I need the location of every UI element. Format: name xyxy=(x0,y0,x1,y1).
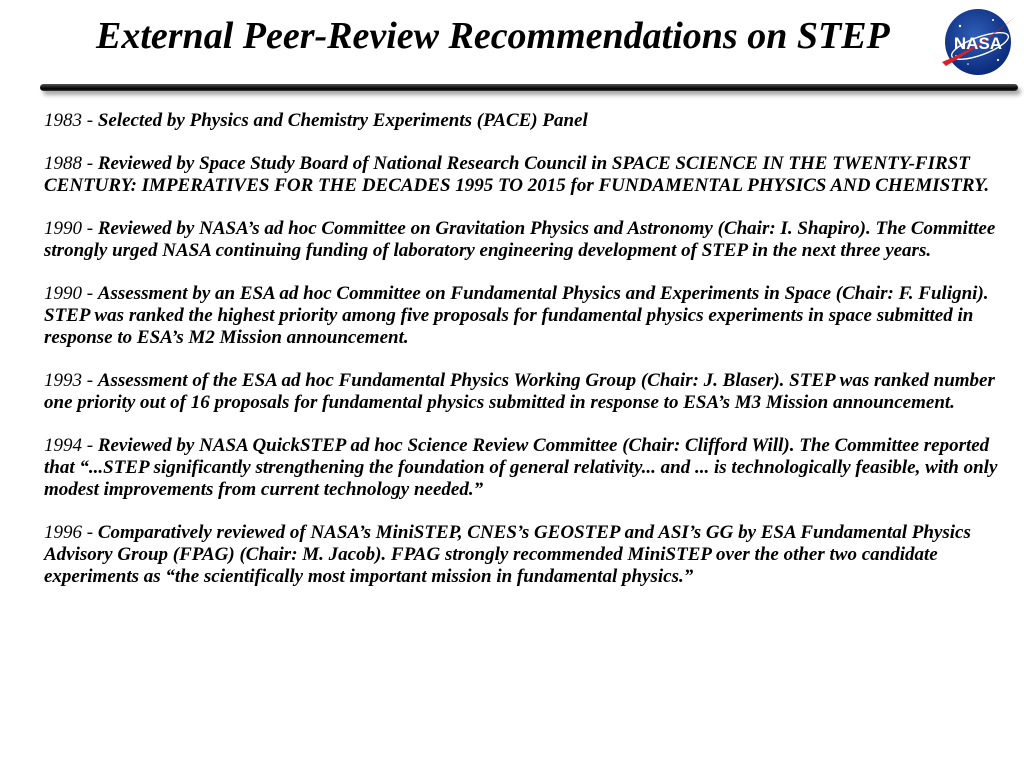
entry-text: Reviewed by Space Study Board of National Research Council in SPACE SCIENCE IN THE TWENTY-FIRST CENTURY: IMPERATIVES FOR THE DECADES 1995 TO 2015 for FUNDAMENTAL PHYSICS AND CHEMISTRY. xyxy=(44,153,990,196)
entry-text: Reviewed by NASA QuickSTEP ad hoc Science Review Committee (Chair: Clifford Will). The Committee reported that “...STEP significantly strengthening the foundation of general relativity... and ... is technologically feasible, with only modest improvements from current technology needed.” xyxy=(44,435,998,500)
review-entry-1996 xyxy=(44,522,1016,588)
entry-year: 1990 - xyxy=(44,218,98,239)
entry-text: Assessment by an ESA ad hoc Committee on Fundamental Physics and Experiments in Space (Chair: F. Fuligni). STEP was ranked the highest priority among five proposals for fundamental physics experiments in space submitted in response to ESA’s M2 Mission announcement. xyxy=(44,283,989,348)
entry-text: Reviewed by NASA’s ad hoc Committee on Gravitation Physics and Astronomy (Chair: I. Shapiro). The Committee strongly urged NASA continuing funding of laboratory engineering development of STEP in the next three years. xyxy=(44,218,996,261)
review-entry-1993 xyxy=(44,370,1016,414)
entry-year: 1983 - xyxy=(44,110,98,131)
review-entry-1994 xyxy=(44,435,1016,501)
review-entry-1983 xyxy=(44,110,1016,132)
review-list xyxy=(44,110,1016,609)
entry-year: 1993 - xyxy=(44,370,98,391)
entry-year: 1994 - xyxy=(44,435,98,456)
entry-text: Comparatively reviewed of NASA’s MiniSTEP, CNES’s GEOSTEP and ASI’s GG by ESA Fundamental Physics Advisory Group (FPAG) (Chair: M. Jacob). FPAG strongly recommended MiniSTEP over the other two candidate experiments as “the scientifically most important mission in fundamental physics.” xyxy=(44,522,971,587)
nasa-logo-icon xyxy=(938,6,1018,78)
nasa-logo-text: NASA xyxy=(953,34,1003,53)
review-entry-1988 xyxy=(44,153,1016,197)
title-divider xyxy=(40,84,1018,91)
entry-text: Assessment of the ESA ad hoc Fundamental Physics Working Group (Chair: J. Blaser). STEP was ranked number one priority out of 16 proposals for fundamental physics submitted in response to ESA’s M3 Mission announcement. xyxy=(44,370,995,413)
review-entry-1990-esa xyxy=(44,283,1016,349)
review-entry-1990-nasa xyxy=(44,218,1016,262)
entry-year: 1990 - xyxy=(44,283,98,304)
slide-title: External Peer-Review Recommendations on STEP xyxy=(96,15,890,57)
entry-text: Selected by Physics and Chemistry Experiments (PACE) Panel xyxy=(97,110,588,131)
entry-year: 1996 - xyxy=(44,522,98,543)
entry-year: 1988 - xyxy=(44,153,98,174)
